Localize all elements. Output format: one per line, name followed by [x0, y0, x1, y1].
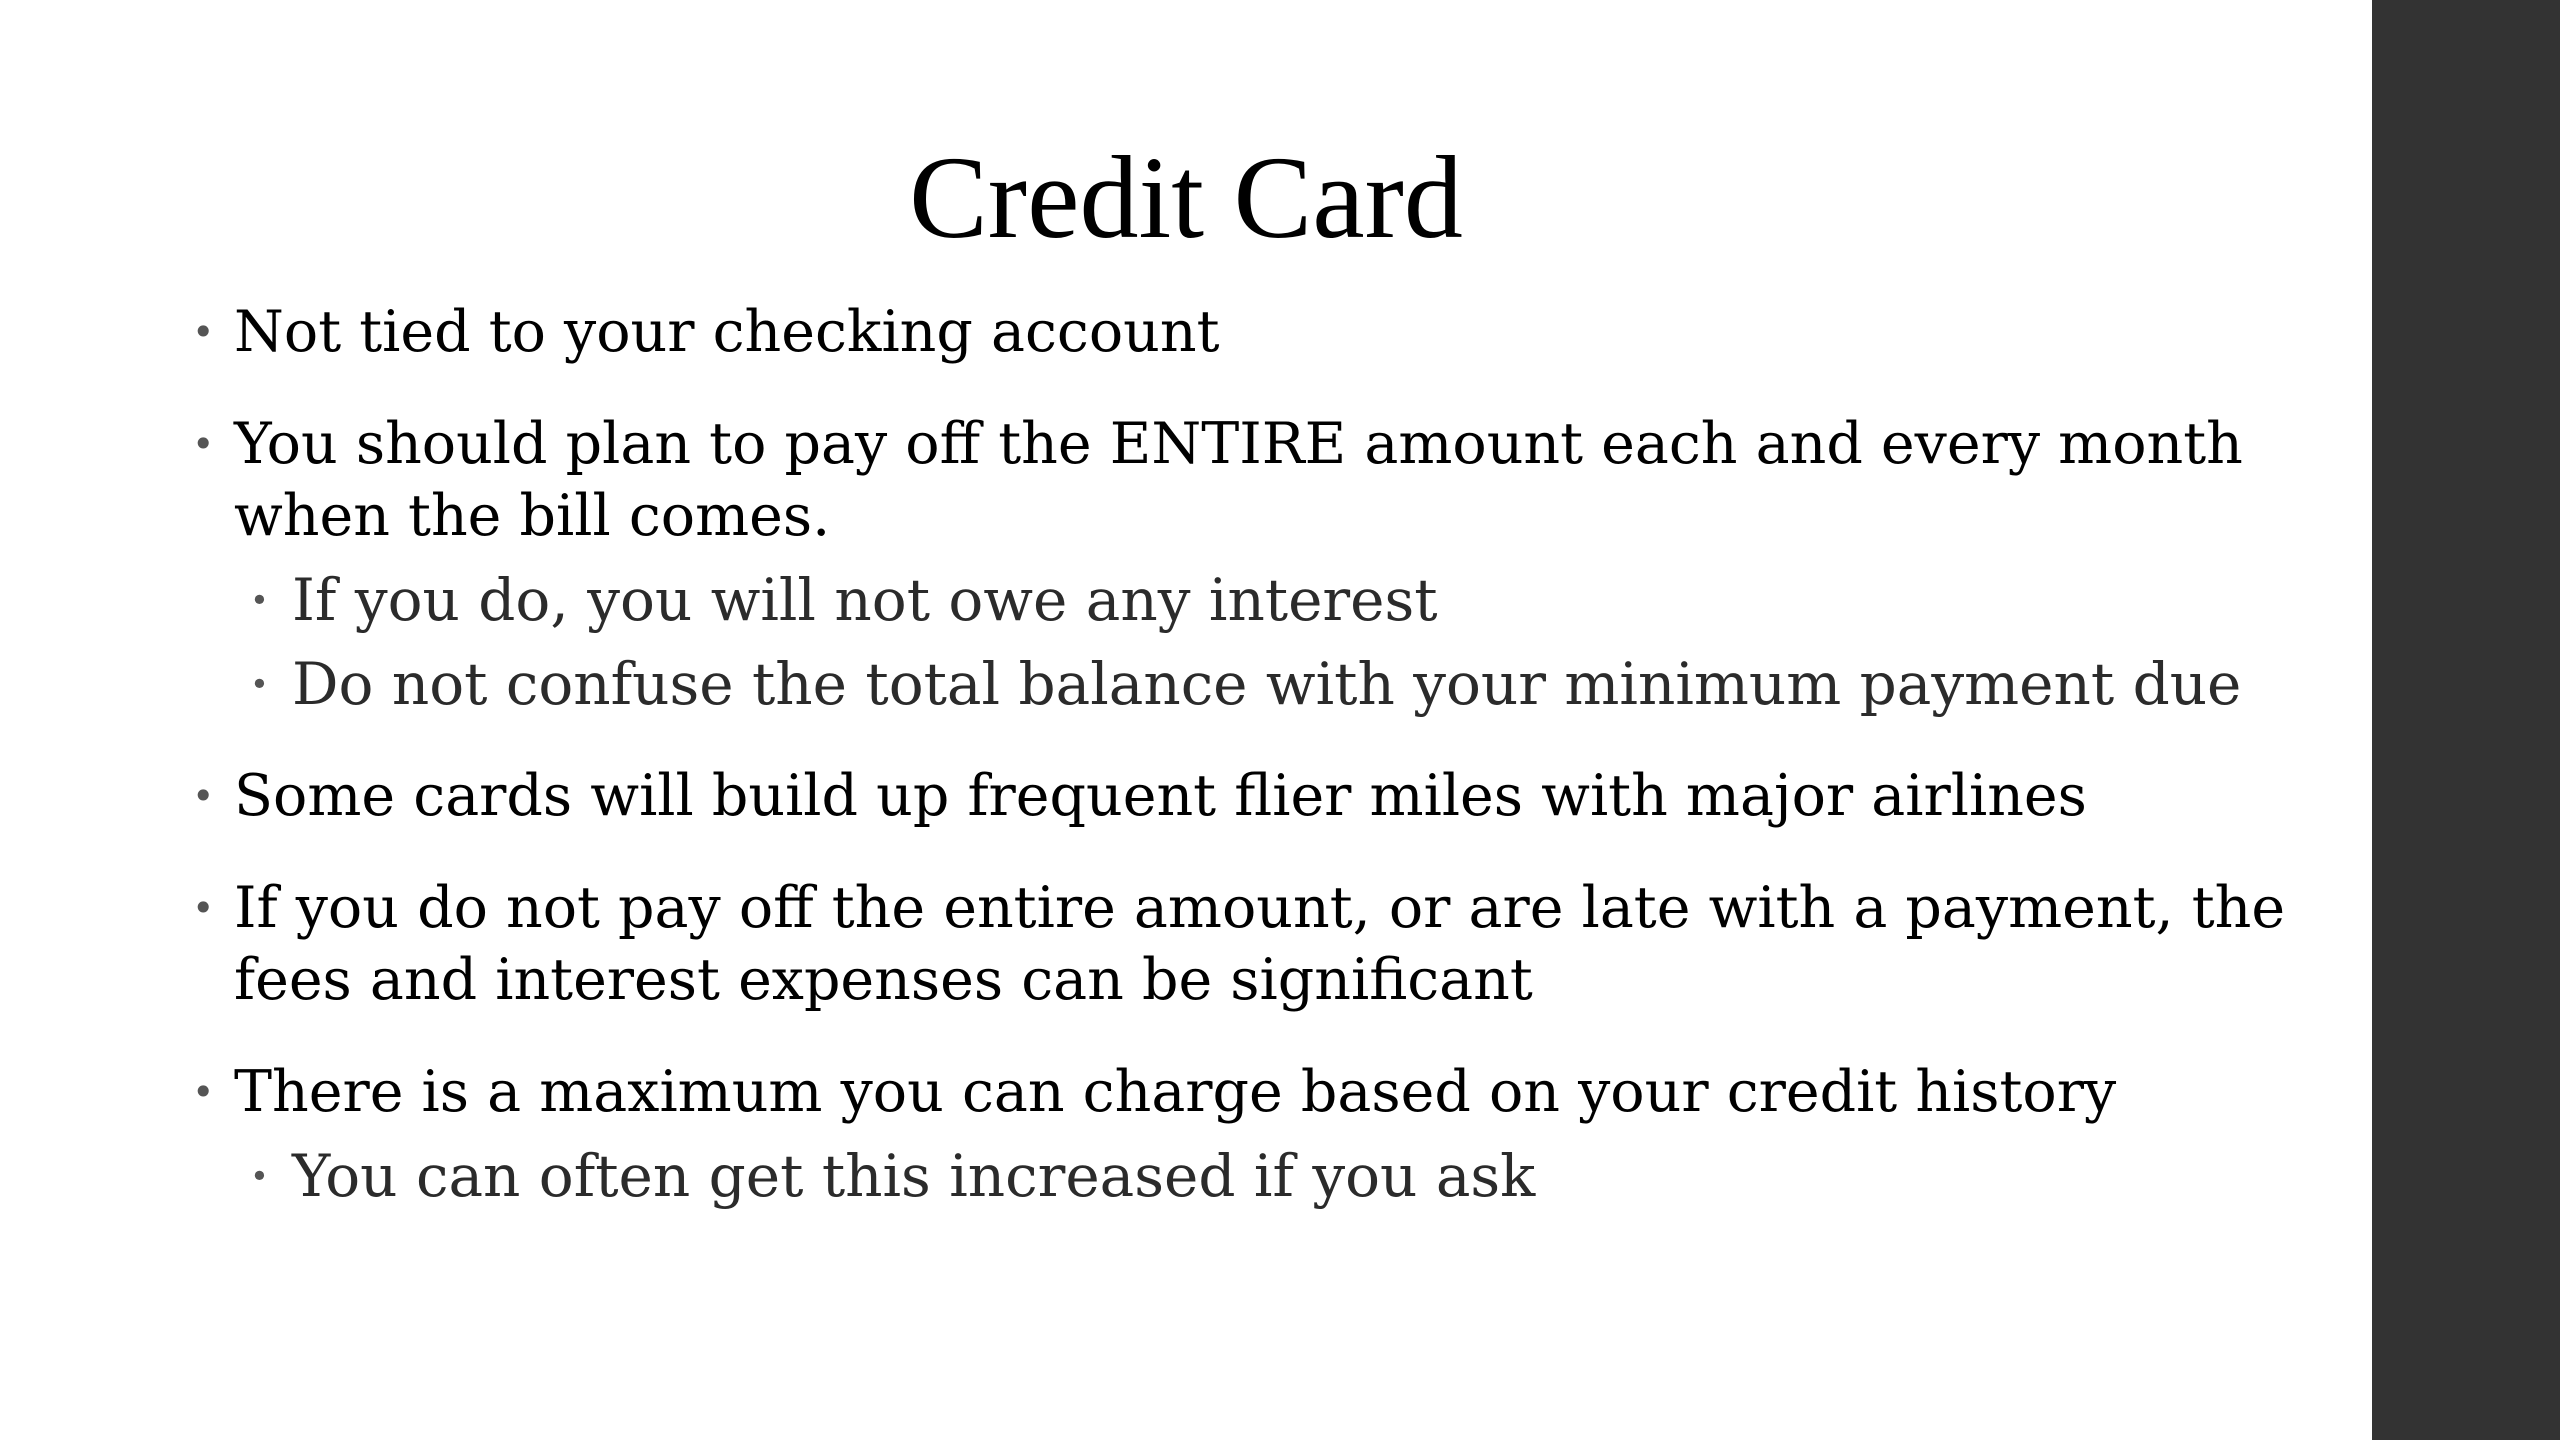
sub-bullet-dot-icon: • — [250, 581, 269, 619]
bullet-text: There is a maximum you can charge based on your credit history — [234, 1059, 2117, 1125]
bullet-dot-icon: • — [192, 310, 215, 354]
bullet-item — [188, 872, 2358, 1016]
sub-bullet-item — [188, 564, 2358, 636]
bullet-item — [188, 408, 2358, 552]
bullet-dot-icon: • — [192, 886, 215, 930]
slide-title: Credit Card — [909, 132, 1463, 263]
bullet-list — [188, 296, 2358, 1252]
bullet-text: Not tied to your checking account — [234, 299, 1220, 365]
sub-bullet-item — [188, 1140, 2358, 1212]
sub-bullet-dot-icon: • — [250, 665, 269, 703]
bullet-item — [188, 296, 2358, 368]
bullet-dot-icon: • — [192, 1070, 215, 1114]
bullet-item — [188, 1056, 2358, 1128]
bullet-text: Some cards will build up frequent flier miles with major airlines — [234, 763, 2087, 829]
bullet-dot-icon: • — [192, 774, 215, 818]
bullet-item — [188, 760, 2358, 832]
sub-bullet-text: Do not confuse the total balance with your minimum payment due — [292, 650, 2242, 718]
bullet-text: You should plan to pay off the ENTIRE amount each and every month when the bill comes. — [234, 411, 2243, 549]
sub-bullet-item — [188, 648, 2358, 720]
sub-bullet-group — [188, 564, 2358, 720]
sub-bullet-dot-icon: • — [250, 1157, 269, 1195]
bullet-text: If you do not pay off the entire amount, or are late with a payment, the fees and interest expenses can be significant — [234, 875, 2286, 1013]
slide-side-bar — [2372, 0, 2560, 1440]
sub-bullet-group — [188, 1140, 2358, 1212]
bullet-dot-icon: • — [192, 422, 215, 466]
sub-bullet-text: You can often get this increased if you ask — [292, 1142, 1536, 1210]
sub-bullet-text: If you do, you will not owe any interest — [292, 566, 1438, 634]
